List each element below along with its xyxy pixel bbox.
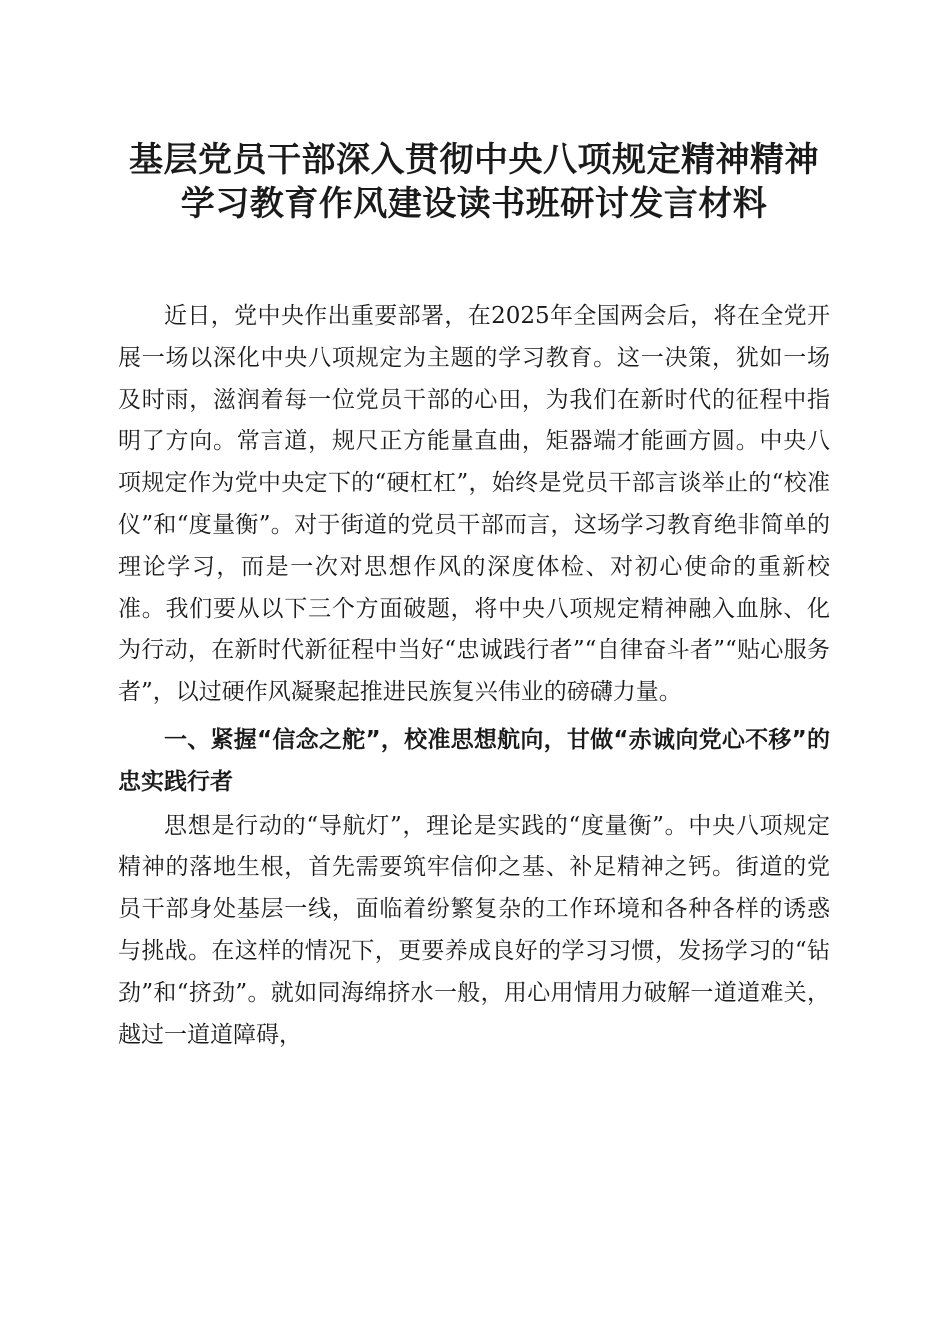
document-page bbox=[118, 138, 830, 1056]
section-1-paragraph: 思想是行动的“导航灯”，理论是实践的“度量衡”。中央八项规定精神的落地生根，首先需要筑牢信仰之基、补足精神之钙。街道的党员干部身处基层一线，面临着纷繁复杂的工作环境和各种各样的诱惑与挑战。在这样的情况下，更要养成良好的学习习惯，发扬学习的“钻劲”和“挤劲”。就如同海绵挤水一般，用心用情用力破解一道道难关，越过一道道障碍， bbox=[118, 812, 830, 1048]
title-line-1: 基层党员干部深入贯彻中央八项规定精神精神 bbox=[129, 140, 819, 180]
intro-paragraph: 近日，党中央作出重要部署，在2025年全国两会后，将在全党开展一场以深化中央八项规定为主题的学习教育。这一决策，犹如一场及时雨，滋润着每一位党员干部的心田，为我们在新时代的征程中指明了方向。常言道，规尺正方能量直曲，矩器端才能画方圆。中央八项规定作为党中央定下的“硬杠杠”，始终是党员干部言谈举止的“校准仪”和“度量衡”。对于街道的党员干部而言，这场学习教育绝非简单的理论学习，而是一次对思想作风的深度体检、对初心使命的重新校准。我们要从以下三个方面破题，将中央八项规定精神融入血脉、化为行动，在新时代新征程中当好“忠诚践行者”“自律奋斗者”“贴心服务者”，以过硬作风凝聚起推进民族复兴伟业的磅礴力量。 bbox=[118, 303, 830, 706]
title-line-2: 学习教育作风建设读书班研讨发言材料 bbox=[180, 184, 768, 224]
document-title bbox=[118, 138, 830, 226]
section-1-heading: 一、紧握“信念之舵”，校准思想航向，甘做“赤诚向党心不移”的忠实践行者 bbox=[118, 726, 830, 795]
